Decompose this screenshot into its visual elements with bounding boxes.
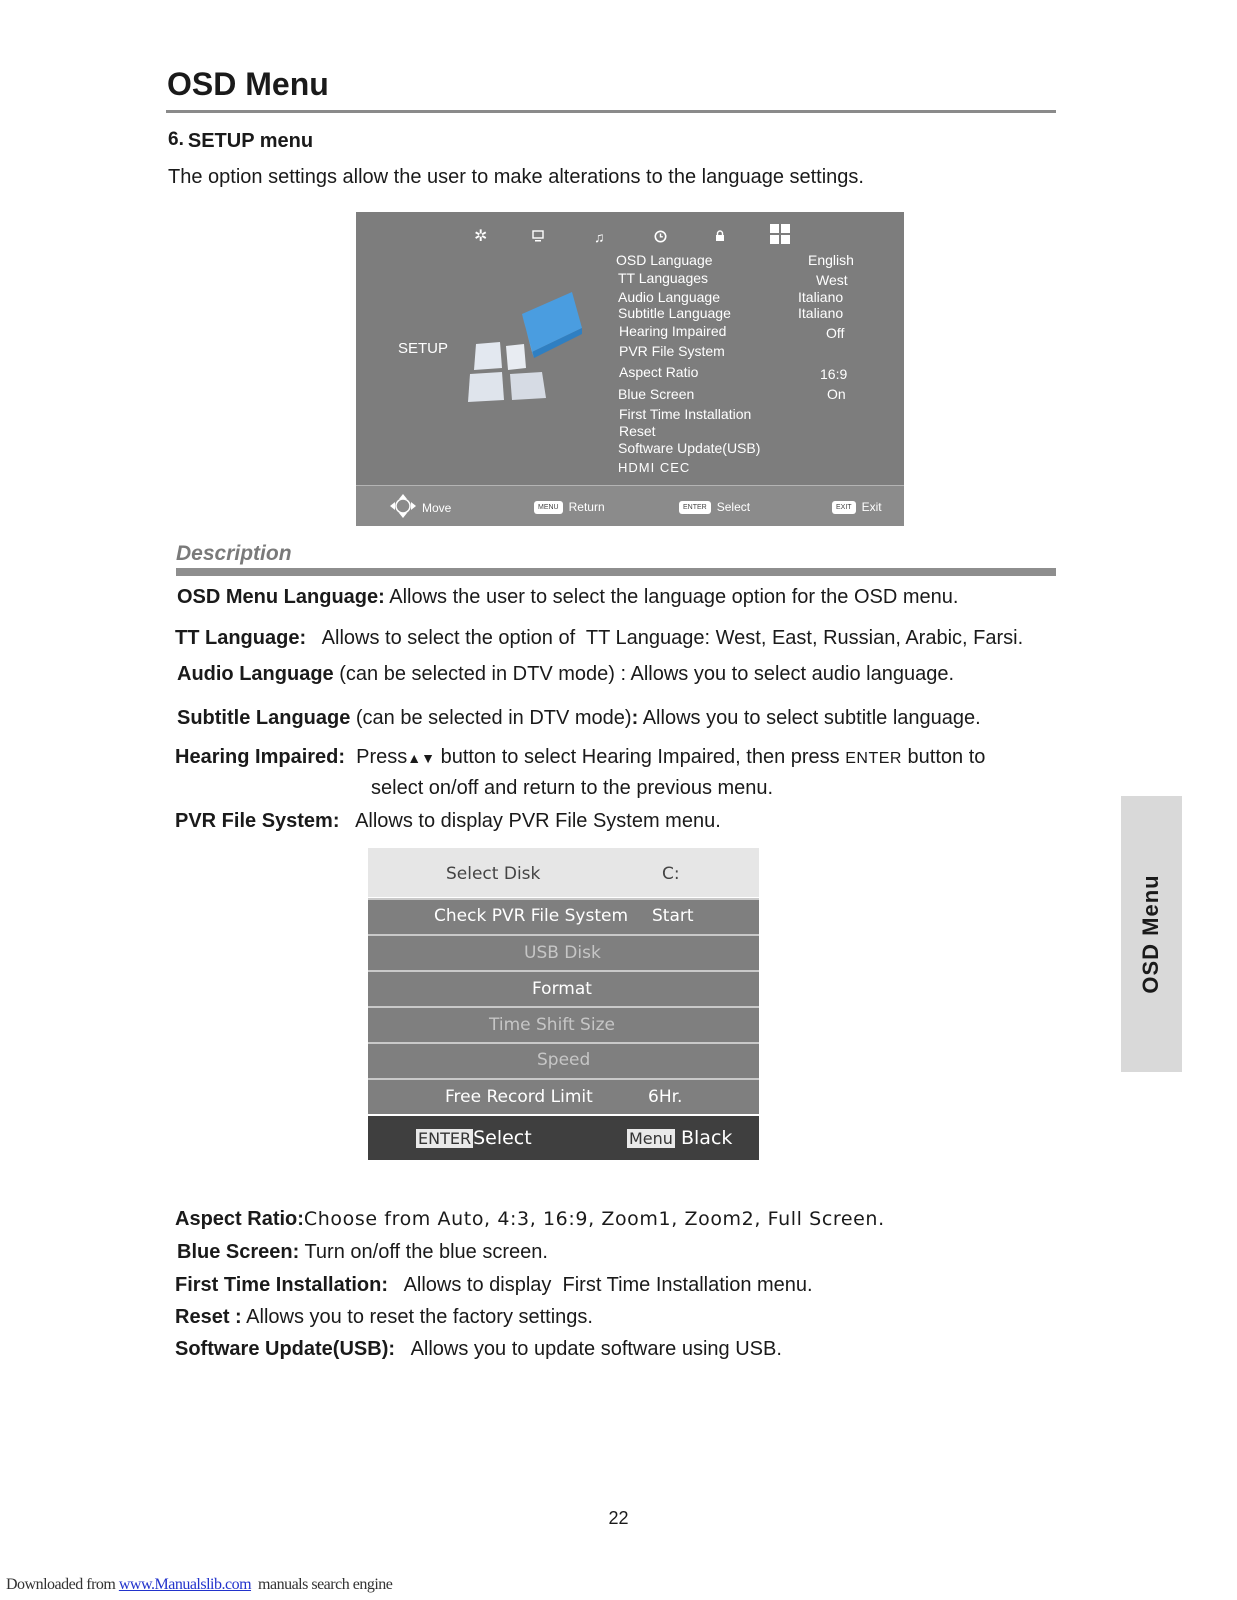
osd-item-label: Audio Language [618,289,720,305]
osd-footer-select [679,500,750,514]
pvr-label: USB Disk [524,943,601,963]
page-title: OSD Menu [167,66,329,102]
osd-item-label: HDMI CEC [618,460,691,475]
osd-footer-select-label: Select [716,500,751,514]
osd-item-label: OSD Language [616,252,713,268]
desc-hearing-impaired-cont: select on/off and return to the previous menu. [371,777,774,799]
desc-text: (can be selected in DTV mode) : Allows you to select audio language. [333,663,955,685]
osd-setup-label: SETUP [398,340,449,357]
pvr-footer-select [416,1127,532,1149]
osd-item-value: English [808,252,854,268]
desc-tt-language [175,627,1023,650]
pvr-label: Free Record Limit [445,1087,593,1107]
desc-text: Allows the user to select the language option for the OSD menu. [384,586,959,608]
desc-software-update [175,1338,782,1361]
monitor-icon [532,230,544,244]
pvr-row-select-disk [368,848,759,897]
desc-aspect-ratio [175,1208,885,1231]
desc-colon: : [631,707,639,729]
menu-key-icon: MENU [534,501,563,514]
desc-audio-language [177,663,954,686]
osd-setup-screen [356,212,904,525]
pvr-label: Check PVR File System [434,906,629,926]
side-tab [1121,796,1182,1072]
download-footer [6,1576,392,1594]
desc-term: TT Language: [175,627,307,649]
desc-text: Allows you to select subtitle language. [638,707,981,729]
desc-hearing-impaired [175,746,985,769]
pvr-row-check [368,898,759,934]
manualslib-link[interactable]: www.Manualslib.com [118,1576,252,1593]
osd-item-value: 16:9 [820,366,848,382]
footer-suffix: manuals search engine [251,1576,393,1593]
desc-subtitle-language [177,707,981,730]
osd-item-label: Software Update(USB) [618,440,761,456]
enter-key-icon: ENTER [418,1129,472,1148]
osd-footer-return [534,500,605,514]
section-heading [168,130,313,153]
description-divider [176,568,1056,576]
desc-term: Blue Screen: [177,1241,300,1263]
exit-key-icon: EXIT [832,501,856,514]
pvr-row-speed [368,1042,759,1078]
osd-item-label: First Time Installation [619,406,752,422]
enter-key-text: ENTER [845,750,902,767]
section-number: 6. [168,129,184,150]
desc-text: Allows to display PVR File System menu. [339,810,721,832]
osd-footer [356,485,904,526]
pvr-value: 6Hr. [648,1087,683,1107]
pvr-footer [368,1116,759,1160]
desc-term: Hearing Impaired: [175,746,346,768]
desc-blue-screen [177,1241,548,1264]
enter-key-icon: ENTER [679,501,711,514]
desc-text: Turn on/off the blue screen. [299,1241,548,1263]
intro-text: The option settings allow the user to make alterations to the language settings. [168,166,864,188]
section-title: SETUP menu [187,130,314,152]
desc-text: Press [345,746,408,768]
osd-item-value: On [827,386,846,402]
pvr-row-free-record [368,1078,759,1114]
osd-footer-exit-label: Exit [861,500,882,514]
desc-text: Allows you to update software using USB. [395,1338,782,1360]
osd-item-value: Italiano [798,289,844,305]
osd-footer-return-label: Return [568,500,605,514]
page-number: 22 [608,1508,629,1528]
title-divider [166,110,1056,113]
pvr-label: Format [532,979,592,999]
desc-text: (can be selected in DTV mode) [350,707,632,729]
setup-graphic [464,292,594,417]
grid-icon [770,224,790,246]
up-down-arrow-icon: ▲▼ [407,750,436,766]
osd-item-label: Blue Screen [618,386,695,402]
desc-text: Allows you to reset the factory settings. [241,1306,593,1328]
pvr-footer-black [627,1127,732,1149]
desc-text: Choose from Auto, 4:3, 16:9, Zoom1, Zoom2, Full Screen. [303,1208,885,1230]
desc-term: Software Update(USB): [175,1338,396,1360]
gear-icon: ✲ [474,228,488,245]
desc-term: Aspect Ratio: [175,1208,304,1230]
menu-key-icon: Menu [629,1129,673,1148]
osd-footer-move [390,494,451,521]
pvr-label: Time Shift Size [489,1015,615,1035]
pvr-value: C: [662,864,680,884]
desc-text: button to [901,746,986,768]
lock-icon [714,230,726,244]
osd-item-label: Hearing Impaired [619,323,727,339]
desc-pvr-file-system [175,810,721,833]
pvr-label: Select Disk [446,864,541,884]
osd-item-value: West [816,272,848,288]
pvr-row-usb-disk [368,934,759,970]
osd-item-label: Subtitle Language [618,305,731,321]
desc-first-time-installation [175,1274,813,1297]
osd-footer-exit [832,500,882,514]
desc-term: PVR File System: [175,810,340,832]
description-title: Description [176,542,292,565]
osd-item-label: PVR File System [619,343,725,359]
osd-item-label: TT Languages [618,270,709,286]
pvr-row-time-shift [368,1006,759,1042]
desc-text: Allows to display First Time Installation menu. [388,1274,813,1296]
pvr-row-format [368,970,759,1006]
desc-term: OSD Menu Language: [177,586,385,608]
desc-term: First Time Installation: [175,1274,388,1296]
pvr-footer-black-label: Black [680,1127,733,1149]
pvr-value: Start [652,906,694,926]
osd-item-label: Aspect Ratio [619,364,699,380]
osd-item-label: Reset [619,423,656,439]
clock-icon [654,230,667,245]
pvr-label: Speed [537,1050,591,1070]
desc-text: button to select Hearing Impaired, then press [435,746,846,768]
move-arrows-icon [390,494,416,521]
desc-text: Allows to select the option of TT Language: West, East, Russian, Arabic, Farsi. [306,627,1024,649]
desc-reset [175,1306,593,1329]
footer-prefix: Downloaded from [6,1576,119,1593]
side-tab-label: OSD Menu [1138,874,1163,994]
osd-footer-move-label: Move [422,500,452,515]
music-note-icon: ♫ [594,229,605,245]
desc-term: Subtitle Language [177,707,351,729]
osd-item-value: Italiano [798,305,844,321]
pvr-footer-select-label: Select [473,1127,532,1149]
pvr-menu [368,848,759,1160]
osd-item-value: Off [826,325,845,341]
desc-osd-menu-language [177,586,958,609]
desc-term: Audio Language [177,663,334,685]
desc-term: Reset : [175,1306,242,1328]
